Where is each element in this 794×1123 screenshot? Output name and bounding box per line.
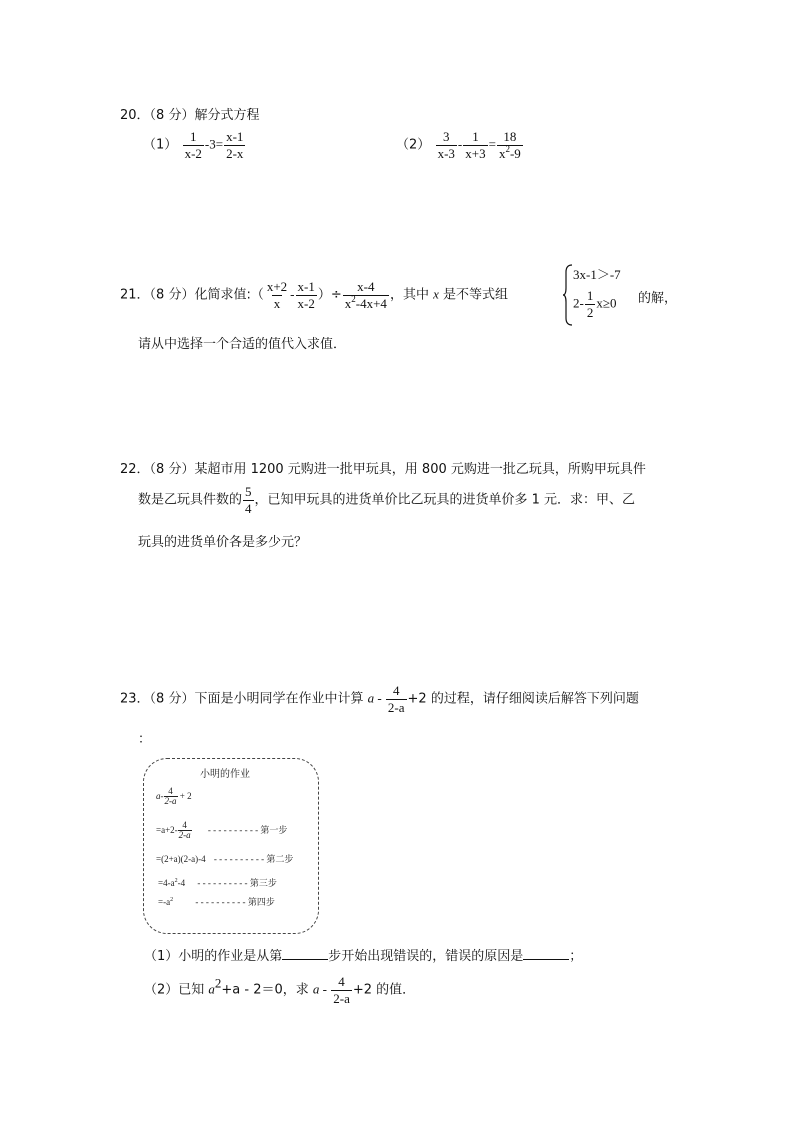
fraction (497, 130, 523, 160)
numerator: x-1 (297, 279, 315, 294)
q21-line2: 请从中选择一个合适的值代入求值． (138, 337, 347, 352)
fraction (585, 289, 596, 319)
fraction (463, 130, 487, 160)
part1-text: 步开始出现错误的，错误的原因是 (328, 949, 524, 964)
numerator: 3 (443, 129, 450, 144)
q20-part1 (143, 130, 246, 160)
numerator: 4 (338, 974, 345, 989)
fraction (436, 130, 457, 160)
numerator: 4 (392, 683, 400, 698)
operator: - (290, 286, 295, 302)
denominator: x (273, 295, 281, 311)
den-part: -9 (509, 145, 521, 161)
numerator: 1 (190, 129, 197, 144)
fraction (164, 787, 178, 807)
q21-line1 (120, 280, 508, 310)
q22-text: 数是乙玩具件数的 (138, 492, 243, 508)
homework-line-5 (158, 895, 275, 908)
denominator: x-2 (184, 145, 202, 161)
fraction (331, 975, 352, 1005)
dashes: - - - - - - - - - - (197, 878, 248, 888)
q20-title: 20．（8 分）解分式方程 (120, 108, 260, 123)
part2-text: +a - 2＝0，求 (221, 982, 313, 998)
part1-text: （1）小明的作业是从第 (144, 949, 283, 964)
homework-title: 小明的作业 (200, 769, 250, 780)
numerator: x+2 (266, 279, 288, 294)
expr: =-a (158, 897, 171, 907)
denominator: 2-x (226, 145, 244, 161)
exponent: 2 (505, 143, 510, 154)
operator: - (319, 981, 331, 997)
fraction (183, 130, 204, 160)
step-label: 第三步 (249, 879, 277, 889)
q21-tail: 是不等式组 (438, 287, 508, 303)
operator: - (374, 690, 385, 706)
denominator (497, 145, 523, 161)
expr: + 2 (177, 791, 192, 801)
expr: =a+2- (156, 825, 178, 835)
den-part: -4x+4 (355, 295, 387, 311)
numerator: 1 (586, 288, 594, 303)
exponent: 2 (170, 897, 174, 903)
homework-line-1 (156, 787, 192, 807)
inequality-part: 2- (573, 295, 584, 311)
exponent: 2 (351, 293, 356, 304)
q23-label: 23．（8 分）下面是小明同学在作业中计算 (120, 691, 368, 707)
denominator: 2 (586, 304, 594, 320)
numerator: x-1 (226, 129, 244, 144)
q23-part2 (144, 975, 415, 1005)
fraction (224, 130, 245, 160)
operator: ）÷ (317, 287, 342, 303)
numerator: 5 (245, 484, 252, 499)
answer-blank[interactable] (523, 947, 569, 960)
fraction (386, 684, 407, 714)
inequality-1: 3x-1＞-7 (573, 267, 621, 282)
q22-line1: 22．（8 分）某超市用 1200 元购进一批甲玩具，用 800 元购进一批乙玩具，所购甲玩具件 (120, 462, 646, 477)
denominator: 4 (245, 500, 252, 516)
denominator: 2-a (333, 990, 350, 1006)
q23-line1 (120, 684, 639, 714)
q22-text: ，已知甲玩具的进货单价比乙玩具的进货单价多 1 元．求：甲、乙 (254, 492, 636, 508)
numerator: 1 (472, 129, 479, 144)
operator: = (488, 136, 496, 152)
answer-blank[interactable] (282, 947, 328, 960)
exponent: 2 (174, 878, 178, 884)
inequality-2 (573, 289, 616, 319)
den-part: x (344, 295, 352, 311)
numerator: 4 (182, 820, 187, 830)
q20-part2 (396, 130, 524, 160)
denominator: 2-a (178, 830, 191, 841)
den-part: x (498, 145, 506, 161)
variable-a: a (208, 981, 215, 997)
part2-text: +2 的值． (352, 982, 416, 998)
expr: -4 (177, 878, 186, 888)
q22-line3: 玩具的进货单价各是多少元？ (138, 535, 308, 550)
q22-line2 (138, 485, 635, 515)
numerator: 4 (168, 786, 173, 796)
q23-colon: ： (138, 732, 152, 747)
denominator: x+3 (465, 145, 486, 161)
denominator (343, 295, 389, 311)
part1-text: ； (569, 949, 583, 964)
part2-text: （2）已知 (144, 982, 209, 998)
dashes: - - - - - - - - - - (213, 854, 265, 864)
denominator: x-2 (297, 295, 315, 311)
q21-label: 21．（8 分）化简求值:（ (120, 287, 264, 303)
expr: a- (156, 791, 164, 801)
denominator: 2-a (387, 699, 405, 715)
q23-part1 (144, 945, 582, 964)
q21-tail-end: 的解， (638, 291, 678, 306)
fraction (178, 821, 192, 841)
operator: -3= (204, 136, 224, 152)
fraction (265, 280, 289, 310)
variable-x: x (433, 286, 439, 302)
homework-line-4 (158, 876, 277, 889)
denominator: 2-a (164, 796, 177, 807)
homework-line-2 (156, 821, 287, 841)
step-label: 第二步 (266, 855, 294, 865)
numerator: 18 (503, 129, 517, 144)
q20-part2-label: （2） (396, 137, 431, 153)
numerator: x-4 (357, 279, 375, 294)
homework-line-3 (156, 852, 293, 865)
fraction (296, 280, 317, 310)
fraction (343, 280, 389, 310)
q23-text: +2 的过程，请仔细阅读后解答下列问题 (407, 691, 639, 707)
expr: =(2+a)(2-a)-4 (156, 854, 206, 864)
expr: =4-a (158, 878, 175, 888)
exponent: 2 (214, 975, 222, 991)
step-label: 第四步 (247, 898, 275, 908)
variable-a: a (312, 981, 320, 997)
fraction (243, 485, 254, 515)
homework-box (143, 758, 319, 934)
variable-a: a (367, 690, 375, 706)
denominator: x-3 (437, 145, 455, 161)
inequality-part: x≥0 (596, 295, 617, 311)
step-label: 第一步 (260, 826, 288, 836)
dashes: - - - - - - - - - - (195, 897, 246, 907)
q21-tail: ，其中 (389, 287, 434, 303)
dashes: - - - - - - - - - - (207, 825, 259, 835)
q20-part1-label: （1） (143, 137, 178, 153)
operator: - (457, 136, 463, 152)
